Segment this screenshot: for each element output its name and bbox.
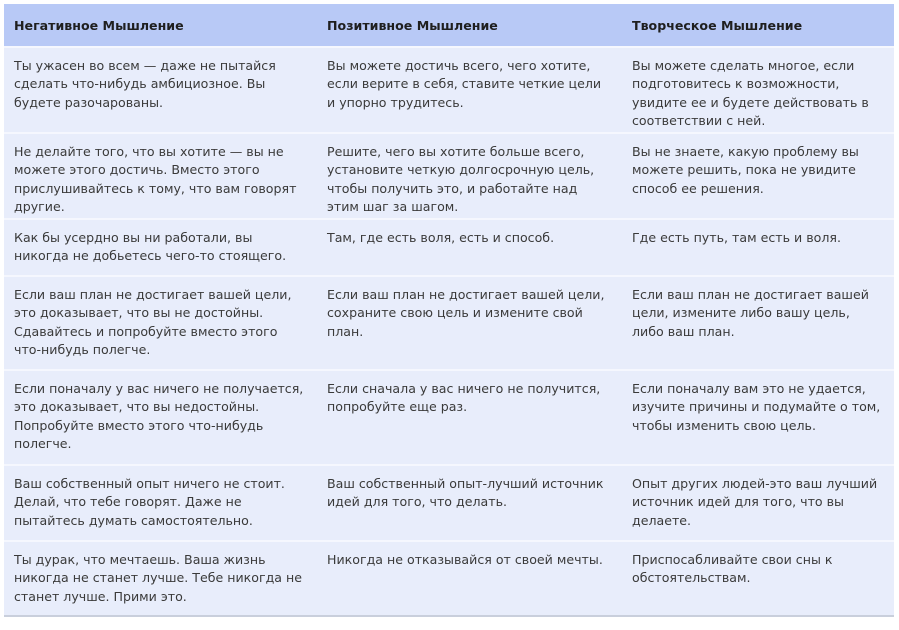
- thinking-comparison-table-container: [4, 4, 894, 617]
- table-row: [4, 133, 894, 219]
- cell-creative: Если поначалу вам это не удается, изучите причины и подумайте о том, чтобы изменить свою цель.: [622, 370, 894, 465]
- cell-negative: Ваш собственный опыт ничего не стоит. Делай, что тебе говорят. Даже не пытайтесь думать самостоятельно.: [4, 465, 317, 541]
- cell-positive: Никогда не отказывайся от своей мечты.: [317, 541, 622, 616]
- cell-creative: Вы можете сделать многое, если подготовитесь к возможности, увидите ее и будете действовать в соответствии с ней.: [622, 47, 894, 133]
- cell-negative: Если поначалу у вас ничего не получается, это доказывает, что вы недостойны. Попробуйте вместо этого что-нибудь полегче.: [4, 370, 317, 465]
- cell-creative: Где есть путь, там есть и воля.: [622, 219, 894, 276]
- cell-negative: Ты дурак, что мечтаешь. Ваша жизнь никогда не станет лучше. Тебе никогда не станет лучше. Прими это.: [4, 541, 317, 616]
- cell-creative: Приспосабливайте свои сны к обстоятельствам.: [622, 541, 894, 616]
- table-header-row: [4, 4, 894, 47]
- table-row: [4, 47, 894, 133]
- table-row: [4, 219, 894, 276]
- cell-positive: Ваш собственный опыт-лучший источник идей для того, что делать.: [317, 465, 622, 541]
- cell-positive: Если сначала у вас ничего не получится, попробуйте еще раз.: [317, 370, 622, 465]
- cell-negative: Как бы усердно вы ни работали, вы никогда не добьетесь чего-то стоящего.: [4, 219, 317, 276]
- cell-positive: Вы можете достичь всего, чего хотите, если верите в себя, ставите четкие цели и упорно трудитесь.: [317, 47, 622, 133]
- cell-positive: Если ваш план не достигает вашей цели, сохраните свою цель и измените свой план.: [317, 276, 622, 370]
- cell-positive: Там, где есть воля, есть и способ.: [317, 219, 622, 276]
- table-row: [4, 370, 894, 465]
- cell-negative: Если ваш план не достигает вашей цели, это доказывает, что вы не достойны. Сдавайтесь и попробуйте вместо этого что-нибудь полегче.: [4, 276, 317, 370]
- thinking-comparison-table: [4, 4, 894, 617]
- cell-creative: Вы не знаете, какую проблему вы можете решить, пока не увидите способ ее решения.: [622, 133, 894, 219]
- header-creative-thinking: Творческое Мышление: [622, 4, 894, 47]
- table-row: [4, 541, 894, 616]
- cell-negative: Не делайте того, что вы хотите — вы не можете этого достичь. Вместо этого прислушивайтесь к тому, что вам говорят другие.: [4, 133, 317, 219]
- cell-creative: Опыт других людей-это ваш лучший источник идей для того, что вы делаете.: [622, 465, 894, 541]
- table-row: [4, 276, 894, 370]
- cell-positive: Решите, чего вы хотите больше всего, установите четкую долгосрочную цель, чтобы получить это, и работайте над этим шаг за шагом.: [317, 133, 622, 219]
- header-negative-thinking: Негативное Мышление: [4, 4, 317, 47]
- cell-creative: Если ваш план не достигает вашей цели, измените либо вашу цель, либо ваш план.: [622, 276, 894, 370]
- header-positive-thinking: Позитивное Мышление: [317, 4, 622, 47]
- cell-negative: Ты ужасен во всем — даже не пытайся сделать что-нибудь амбициозное. Вы будете разочарованы.: [4, 47, 317, 133]
- table-row: [4, 465, 894, 541]
